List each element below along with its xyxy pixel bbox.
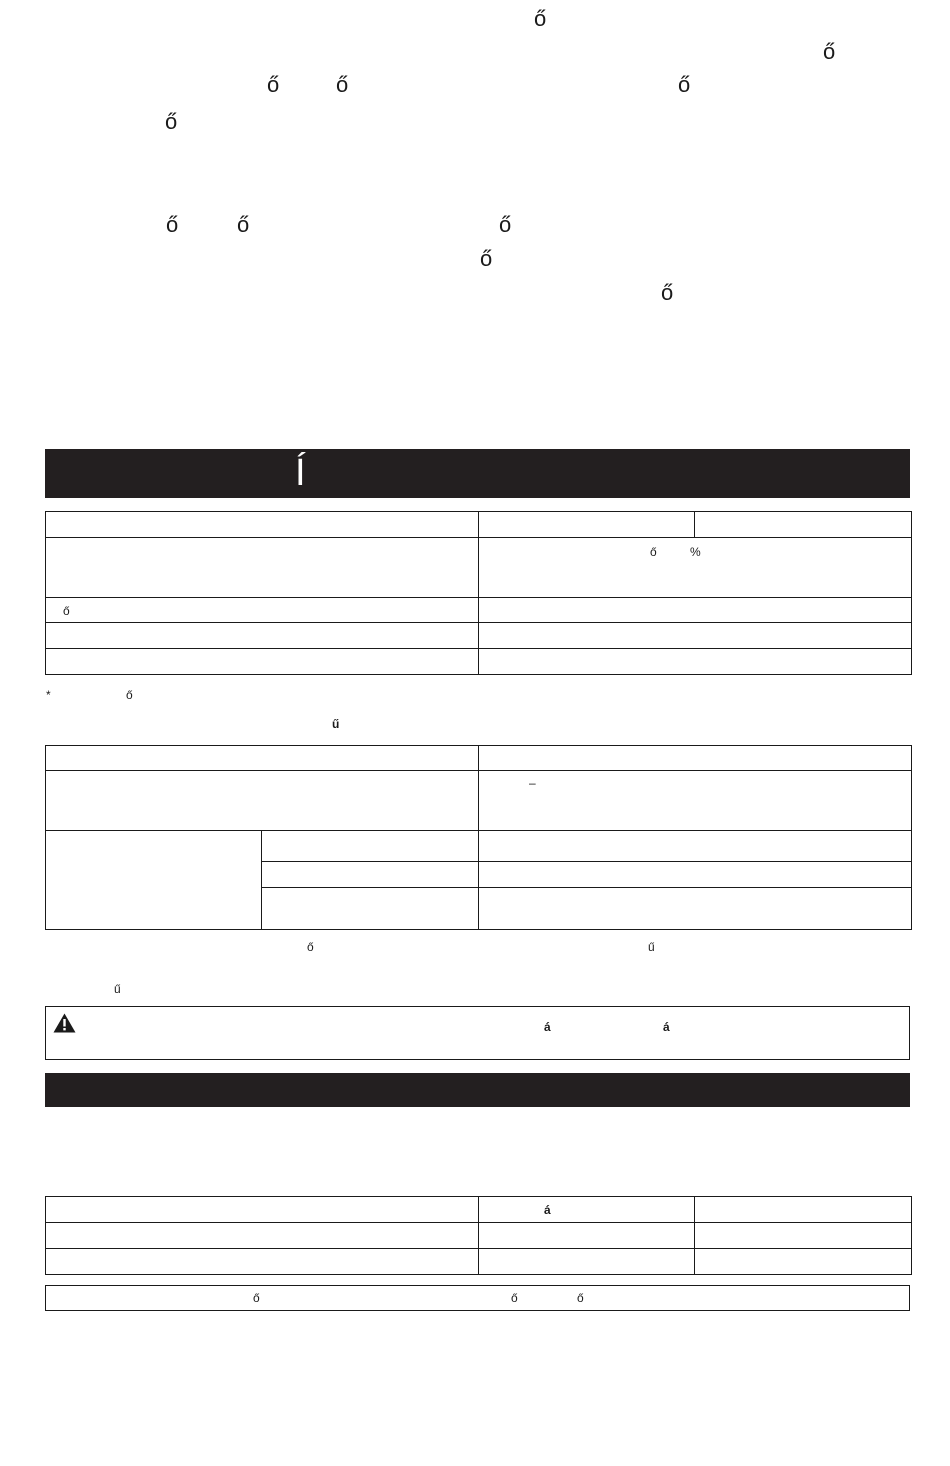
spec-table-2 [45,745,912,930]
table-cell [262,888,479,930]
table-cell [479,831,912,862]
warning-char: á [663,1020,670,1034]
note-char: ű [114,982,121,996]
table-cell [479,538,912,598]
note-char: ő [253,1291,260,1305]
table-row [46,649,912,675]
table-cell [479,862,912,888]
subheading-char: ű [332,717,340,731]
intro-char: ő [166,212,179,237]
table-cell [262,862,479,888]
section-header-bar [45,449,910,498]
table-row [46,831,912,862]
spec-table-3 [45,1196,912,1275]
cell-char: á [544,1203,551,1217]
table-row [46,623,912,649]
section-header-bar [45,1073,910,1107]
note-box [45,1285,910,1311]
table-cell [46,831,262,930]
intro-char: ő [165,109,178,134]
warning-char: á [544,1020,551,1034]
table-row [46,771,912,831]
table-cell [46,746,479,771]
footnote-char: ő [126,688,133,702]
table-cell [46,623,479,649]
section-header-char: Í [295,452,306,494]
table-cell [46,1249,479,1275]
table-cell [479,1249,695,1275]
footnote-asterisk: * [46,688,51,702]
note-char: ő [307,940,314,954]
table-cell [695,1223,912,1249]
warning-box [45,1006,910,1060]
table-cell [46,649,479,675]
table-row [46,598,912,623]
table-cell [695,512,912,538]
table-cell [262,831,479,862]
intro-char: ő [336,72,349,97]
cell-char: % [690,545,701,559]
table-row [46,1197,912,1223]
table-row [46,746,912,771]
intro-char: ő [237,212,250,237]
intro-char: ő [823,39,836,64]
intro-char: ő [678,72,691,97]
table-cell [479,888,912,930]
table-cell [479,1223,695,1249]
intro-char: ő [661,280,674,305]
cell-char: ő [63,604,70,618]
note-char: ő [577,1291,584,1305]
table-row [46,512,912,538]
table-cell [479,1197,695,1223]
table-row [46,538,912,598]
note-char: ű [648,940,655,954]
intro-char: ő [534,6,547,31]
table-cell [46,598,479,623]
table-row [46,1249,912,1275]
table-row [46,1223,912,1249]
table-cell [46,771,479,831]
spec-table-1 [45,511,912,675]
table-cell [46,1223,479,1249]
intro-char: ő [499,212,512,237]
table-cell [46,538,479,598]
table-cell [46,1197,479,1223]
table-cell [479,649,912,675]
table-cell [695,1249,912,1275]
table-cell [479,746,912,771]
table-cell [479,598,912,623]
cell-char: ő [650,545,657,559]
intro-char: ő [480,246,493,271]
cell-char: – [529,776,536,790]
note-char: ő [511,1291,518,1305]
warning-icon [53,1013,76,1033]
table-cell [479,771,912,831]
table-cell [695,1197,912,1223]
table-cell [46,512,479,538]
intro-char: ő [267,72,280,97]
table-cell [479,623,912,649]
table-cell [479,512,695,538]
